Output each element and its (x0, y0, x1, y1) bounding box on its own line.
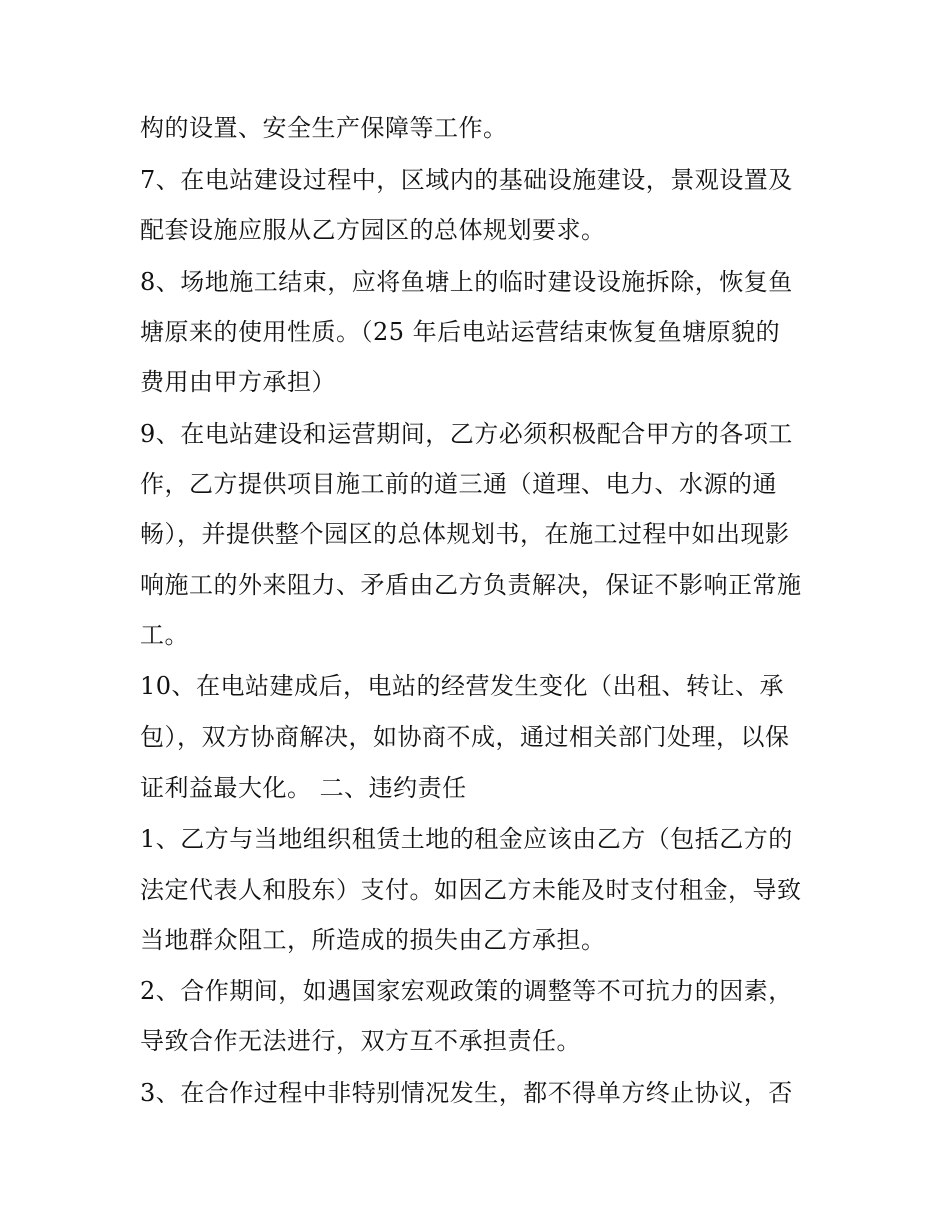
text-line: 证利益最大化。 二、违约责任 (140, 774, 467, 802)
text-line: 导致合作无法进行，双方互不承担责任。 (140, 1027, 581, 1055)
text-line: 1、乙方与当地组织租赁土地的租金应该由乙方（包括乙方的 (140, 825, 793, 853)
text-line: 8、场地施工结束，应将鱼塘上的临时建设设施拆除，恢复鱼 (140, 268, 793, 296)
text-line: 10、在电站建成后，电站的经营发生变化（出租、转让、承 (140, 672, 785, 700)
text-line: 响施工的外来阻力、矛盾由乙方负责解决，保证不影响正常施 (140, 571, 802, 599)
text-line: 7、在电站建设过程中，区域内的基础设施建设，景观设置及 (140, 166, 793, 194)
text-line: 作，乙方提供项目施工前的道三通（道理、电力、水源的通 (140, 470, 777, 498)
text-line: 当地群众阻工，所造成的损失由乙方承担。 (140, 926, 606, 954)
text-line: 包），双方协商解决，如协商不成，通过相关部门处理，以保 (140, 723, 790, 751)
text-line: 法定代表人和股东）支付。如因乙方未能及时支付租金，导致 (140, 876, 802, 904)
text-line: 9、在电站建设和运营期间，乙方必须积极配合甲方的各项工 (140, 420, 793, 448)
text-line: 塘原来的使用性质。（25 年后电站运营结束恢复鱼塘原貌的 (140, 318, 781, 346)
text-line: 2、合作期间，如遇国家宏观政策的调整等不可抗力的因素， (140, 977, 793, 1005)
text-line: 费用由甲方承担） (140, 368, 336, 396)
text-line: 3、在合作过程中非特别情况发生，都不得单方终止协议，否 (140, 1079, 793, 1107)
text-line: 配套设施应服从乙方园区的总体规划要求。 (140, 216, 606, 244)
text-line: 畅），并提供整个园区的总体规划书，在施工过程中如出现影 (140, 520, 790, 548)
text-line: 构的设置、安全生产保障等工作。 (140, 114, 508, 142)
text-line: 工。 (140, 621, 189, 649)
